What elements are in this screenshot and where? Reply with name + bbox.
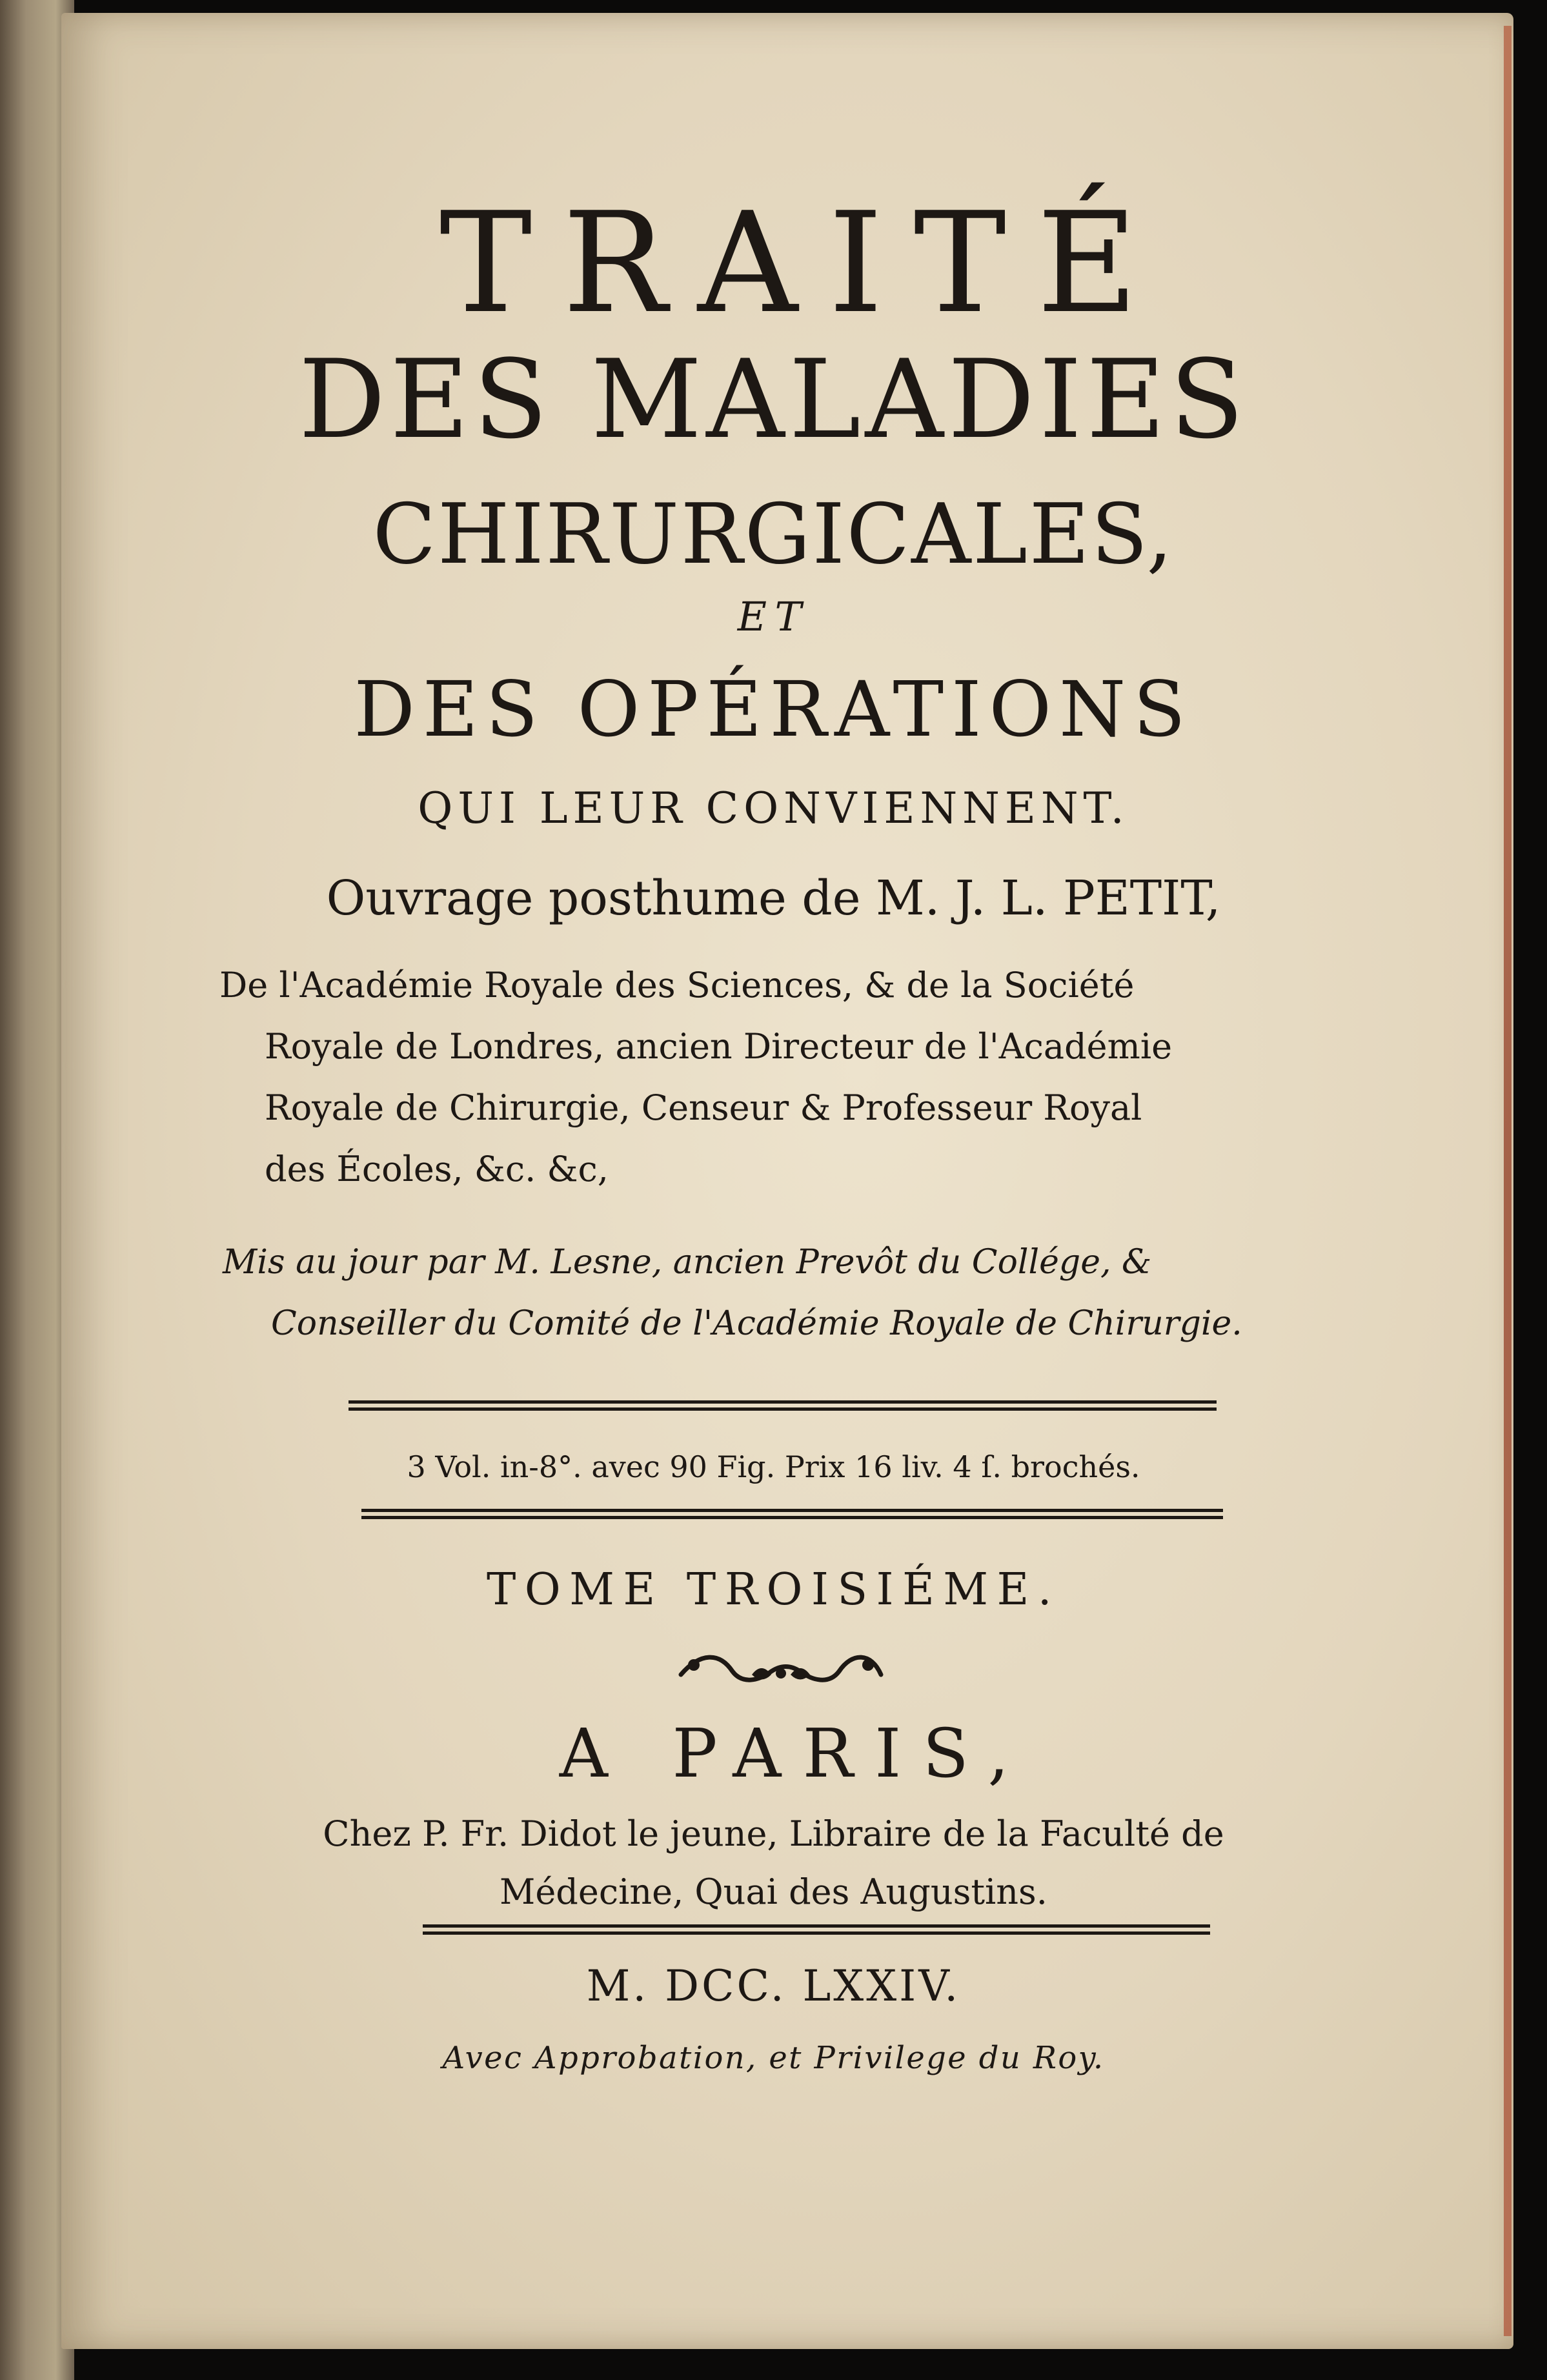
imprint-year: M. DCC. LXXIV. bbox=[586, 1961, 961, 2011]
credentials-line-3: Royale de Chirurgie, Censeur & Professeur Royal bbox=[265, 1087, 1142, 1128]
credentials-line-2: Royale de Londres, ancien Directeur de l'Académie bbox=[265, 1026, 1173, 1067]
imprint-place: A PARIS, bbox=[559, 1714, 1031, 1793]
editor-line-1: Mis au jour par M. Lesne, ancien Prevôt du Collége, & bbox=[223, 1243, 1152, 1282]
title-et: ET bbox=[737, 593, 810, 640]
author-line: Ouvrage posthume de M. J. L. PETIT, bbox=[326, 871, 1221, 926]
title-traite: TRAITÉ bbox=[439, 182, 1169, 344]
top-double-rule bbox=[349, 1400, 1217, 1411]
title-des-maladies: DES MALADIES bbox=[298, 336, 1249, 463]
publisher-line-1: Chez P. Fr. Didot le jeune, Libraire de la Faculté de bbox=[323, 1813, 1224, 1854]
credentials-line-1: De l'Académie Royale des Sciences, & de la Société bbox=[219, 965, 1135, 1005]
title-qui-leur-conviennent: QUI LEUR CONVIENNENT. bbox=[418, 783, 1129, 833]
bottom-double-rule bbox=[423, 1924, 1210, 1935]
volume-info: 3 Vol. in-8°. avec 90 Fig. Prix 16 liv. 4 ſ. brochés. bbox=[407, 1449, 1140, 1484]
credentials-line-4: des Écoles, &c. &c, bbox=[265, 1149, 609, 1189]
tome-troisieme: TOME TROISIÉME. bbox=[486, 1564, 1061, 1615]
title-des-operations: DES OPÉRATIONS bbox=[354, 665, 1193, 754]
privilege-line: Avec Approbation, et Privilege du Roy. bbox=[442, 2040, 1105, 2076]
middle-double-rule bbox=[361, 1509, 1223, 1519]
publisher-line-2: Médecine, Quai des Augustins. bbox=[500, 1871, 1047, 1912]
floral-ornament-icon bbox=[674, 1649, 887, 1694]
title-chirurgicales: CHIRURGICALES, bbox=[372, 487, 1175, 583]
editor-line-2: Conseiller du Comité de l'Académie Royale de Chirurgie. bbox=[271, 1304, 1242, 1343]
